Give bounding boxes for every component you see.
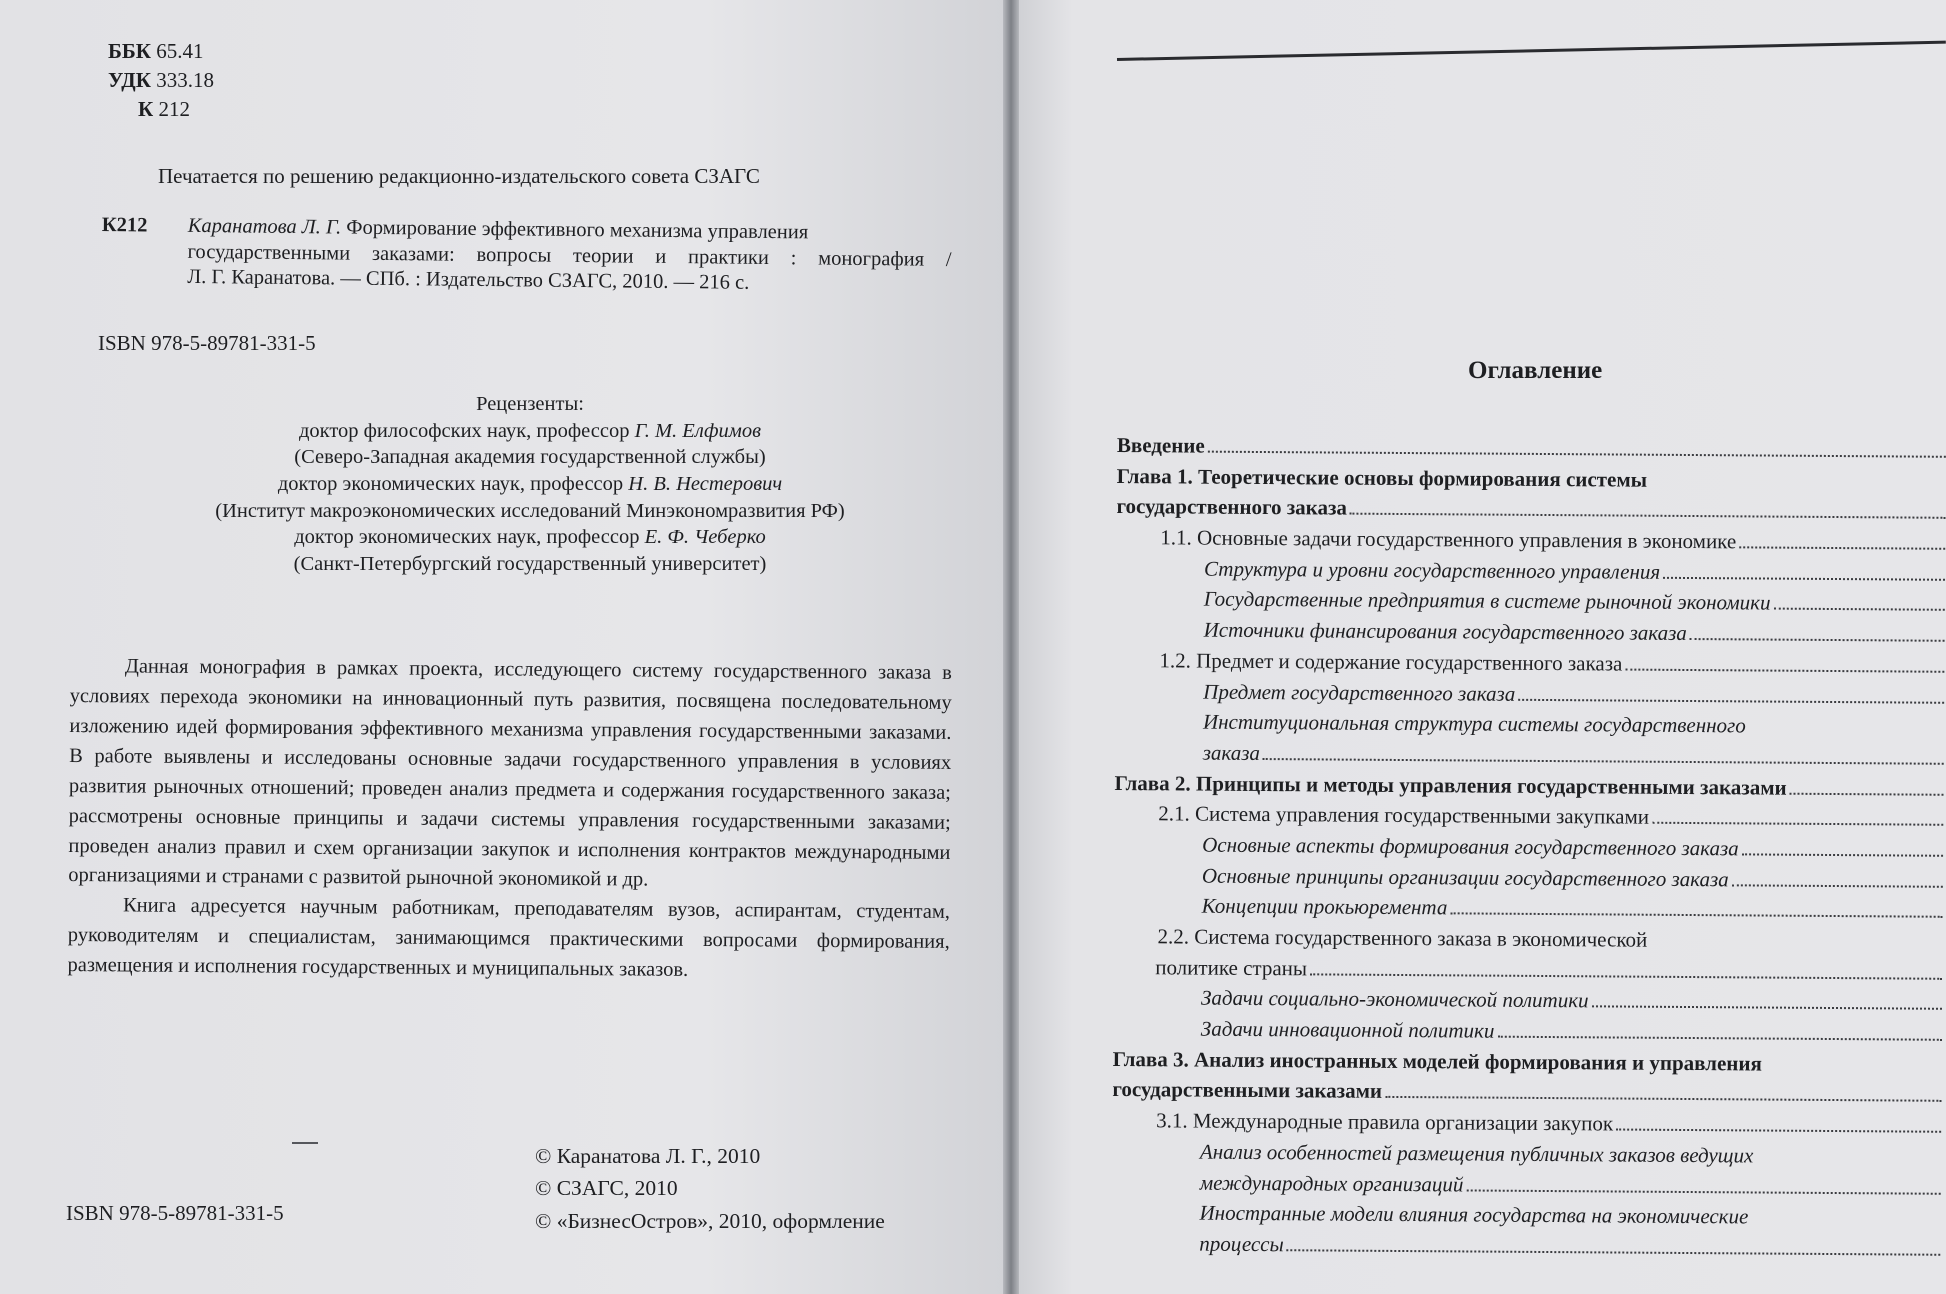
toc-dot-leader xyxy=(1208,451,1946,458)
toc-entry-text: Анализ особенностей размещения публичных заказов ведущих xyxy=(1199,1139,1754,1168)
toc-entry-text: политике страны xyxy=(1155,954,1308,981)
author-mark-code: К 212 xyxy=(138,97,190,121)
abstract xyxy=(67,652,952,988)
catalog-title-line3: Л. Г. Каранатова. — СПб. : Издательство СЗАГС, 2010. — 216 с. xyxy=(187,266,750,295)
toc-entry-text: Задачи инновационной политики xyxy=(1200,1016,1495,1043)
toc-entry-text: Основные принципы организации государственного заказа xyxy=(1201,863,1729,891)
toc-entry-text: 2.1. Система управления государственными закупками xyxy=(1158,801,1650,829)
catalog-title-line1: Формирование эффективного механизма управления xyxy=(346,216,809,244)
catalog-code: К212 xyxy=(101,213,148,237)
reviewer-3-org: (Санкт-Петербургский государственный университет) xyxy=(293,552,767,575)
toc-entry-text: Иностранные модели влияния государства на экономические xyxy=(1199,1200,1749,1229)
toc-dot-leader xyxy=(1732,884,1943,887)
toc-dot-leader xyxy=(1385,1096,1941,1102)
toc-dot-leader xyxy=(1739,546,1945,549)
publication-decision-note: Печатается по решению редакционно-издательского совета СЗАГС xyxy=(158,164,760,188)
toc-dot-leader xyxy=(1450,913,1942,918)
classification-codes xyxy=(108,38,214,125)
toc-dot-leader xyxy=(1497,1036,1941,1041)
toc-entry-text: государственными заказами xyxy=(1112,1077,1383,1104)
toc-dot-leader xyxy=(1616,1129,1941,1133)
toc-entry-text: Глава 1. Теоретические основы формирования системы xyxy=(1116,463,1648,492)
toc-dot-leader xyxy=(1742,853,1943,856)
toc-dot-leader xyxy=(1350,513,1946,519)
toc-dot-leader xyxy=(1518,698,1944,703)
toc-entry-text: международных организаций xyxy=(1199,1170,1464,1196)
reviewer-1: доктор философских наук, профессор Г. М. Елфимов xyxy=(298,419,762,442)
toc-dot-leader xyxy=(1773,608,1944,611)
udk-code: УДК 333.18 xyxy=(108,68,214,92)
catalog-title-line2: государственными заказами: вопросы теории и практики : монография / xyxy=(187,240,952,271)
reviewer-3: доктор экономических наук, профессор Е. Ф. Чеберко xyxy=(294,526,766,549)
copyright-publisher: © СЗАГС, 2010 xyxy=(535,1176,678,1201)
separator-dash xyxy=(292,1142,318,1144)
catalog-entry xyxy=(101,213,952,299)
catalog-author: Каранатова Л. Г. xyxy=(187,214,342,239)
toc-entry-text: 2.2. Система государственного заказа в экономической xyxy=(1157,924,1648,952)
toc-entry-text: Основные аспекты формирования государственного заказа xyxy=(1202,832,1739,861)
toc-dot-leader xyxy=(1690,638,1945,642)
reviewer-2-org: (Институт макроэкономических исследований Минэкономразвития РФ) xyxy=(215,499,845,522)
toc-entry-text: Глава 3. Анализ иностранных моделей формирования и управления xyxy=(1112,1046,1762,1076)
bbk-code: ББК 65.41 xyxy=(108,39,204,63)
toc-entry-text: Структура и уровни государственного управления xyxy=(1203,556,1661,584)
toc-entry-text: 3.1. Международные правила организации закупок xyxy=(1156,1108,1614,1136)
toc-dot-leader xyxy=(1592,1006,1942,1010)
reviewers-heading: Рецензенты: xyxy=(476,393,584,415)
toc-entry-text: заказа xyxy=(1202,740,1261,765)
reviewer-1-org: (Северо-Западная академия государственной службы) xyxy=(294,446,766,469)
toc-entry xyxy=(1111,1231,1940,1267)
toc-entry-text: Источники финансирования государственного заказа xyxy=(1203,617,1687,646)
reviewer-2: доктор экономических наук, профессор Н. В. Нестерович xyxy=(277,472,783,495)
toc-entry-text: Глава 2. Принципы и методы управления государственными заказами xyxy=(1114,770,1787,800)
toc-dot-leader xyxy=(1663,577,1945,581)
toc-dot-leader xyxy=(1310,973,1942,979)
abstract-paragraph-1: Данная монография в рамках проекта, исследующего систему государственного заказа в условиях перехода экономики на инновационный путь развития, посвящена последовательному изложению идей формирования эффективного механизма управления государственными заказами. В работе выявлены и исследованы основные задачи государственного управления в условиях развития рыночных отношений; проведен анализ предмета и содержания государственного заказа; рассмотрены основные принципы и задачи системы управления государственными заказами; проведен анализ правил и схем организации закупок и исполнения контрактов международными организациями и странами с развитой рыночной экономикой и др. xyxy=(68,655,952,892)
toc-dot-leader xyxy=(1790,792,1944,795)
abstract-paragraph-2: Книга адресуется научным работникам, преподавателям вузов, аспирантам, студентам, руководителям и специалистам, занимающимся практическими вопросами формирования, размещения и исполнения государственных и муниципальных заказов. xyxy=(67,894,951,982)
table-of-contents xyxy=(1111,433,1946,1267)
toc-dot-leader xyxy=(1625,668,1944,672)
book-gutter xyxy=(1003,0,1019,1294)
copyright-author: © Каранатова Л. Г., 2010 xyxy=(535,1144,761,1168)
copyright-design: © «БизнесОстров», 2010, оформление xyxy=(535,1208,885,1233)
toc-entry-text: Введение xyxy=(1116,433,1205,458)
toc-entry-text: государственного заказа xyxy=(1116,494,1348,520)
toc-entry-text: 1.1. Основные задачи государственного управления в экономике xyxy=(1160,525,1737,554)
toc-dot-leader xyxy=(1287,1249,1941,1256)
toc-dot-leader xyxy=(1466,1189,1940,1194)
toc-entry-text: Государственные предприятия в системе рыночной экономики xyxy=(1203,587,1771,616)
toc-entry-text: Задачи социально-экономической политики xyxy=(1200,985,1589,1013)
copyright-block xyxy=(535,1140,885,1237)
isbn-top: ISBN 978-5-89781-331-5 xyxy=(98,331,316,355)
toc-entry-text: 1.2. Предмет и содержание государственного заказа xyxy=(1159,648,1623,676)
isbn-bottom: ISBN 978-5-89781-331-5 xyxy=(66,1201,284,1225)
toc-title: Оглавление xyxy=(1468,357,1603,384)
reviewers-block xyxy=(130,391,930,577)
toc-entry-text: процессы xyxy=(1199,1231,1284,1257)
toc-dot-leader xyxy=(1652,822,1943,826)
toc-entry-text: Предмет государственного заказа xyxy=(1203,679,1516,706)
toc-entry-text: Концепции прокьюремента xyxy=(1201,893,1448,920)
toc-entry-text: Институциональная структура системы государственного xyxy=(1202,709,1746,738)
toc-dot-leader xyxy=(1263,758,1944,765)
